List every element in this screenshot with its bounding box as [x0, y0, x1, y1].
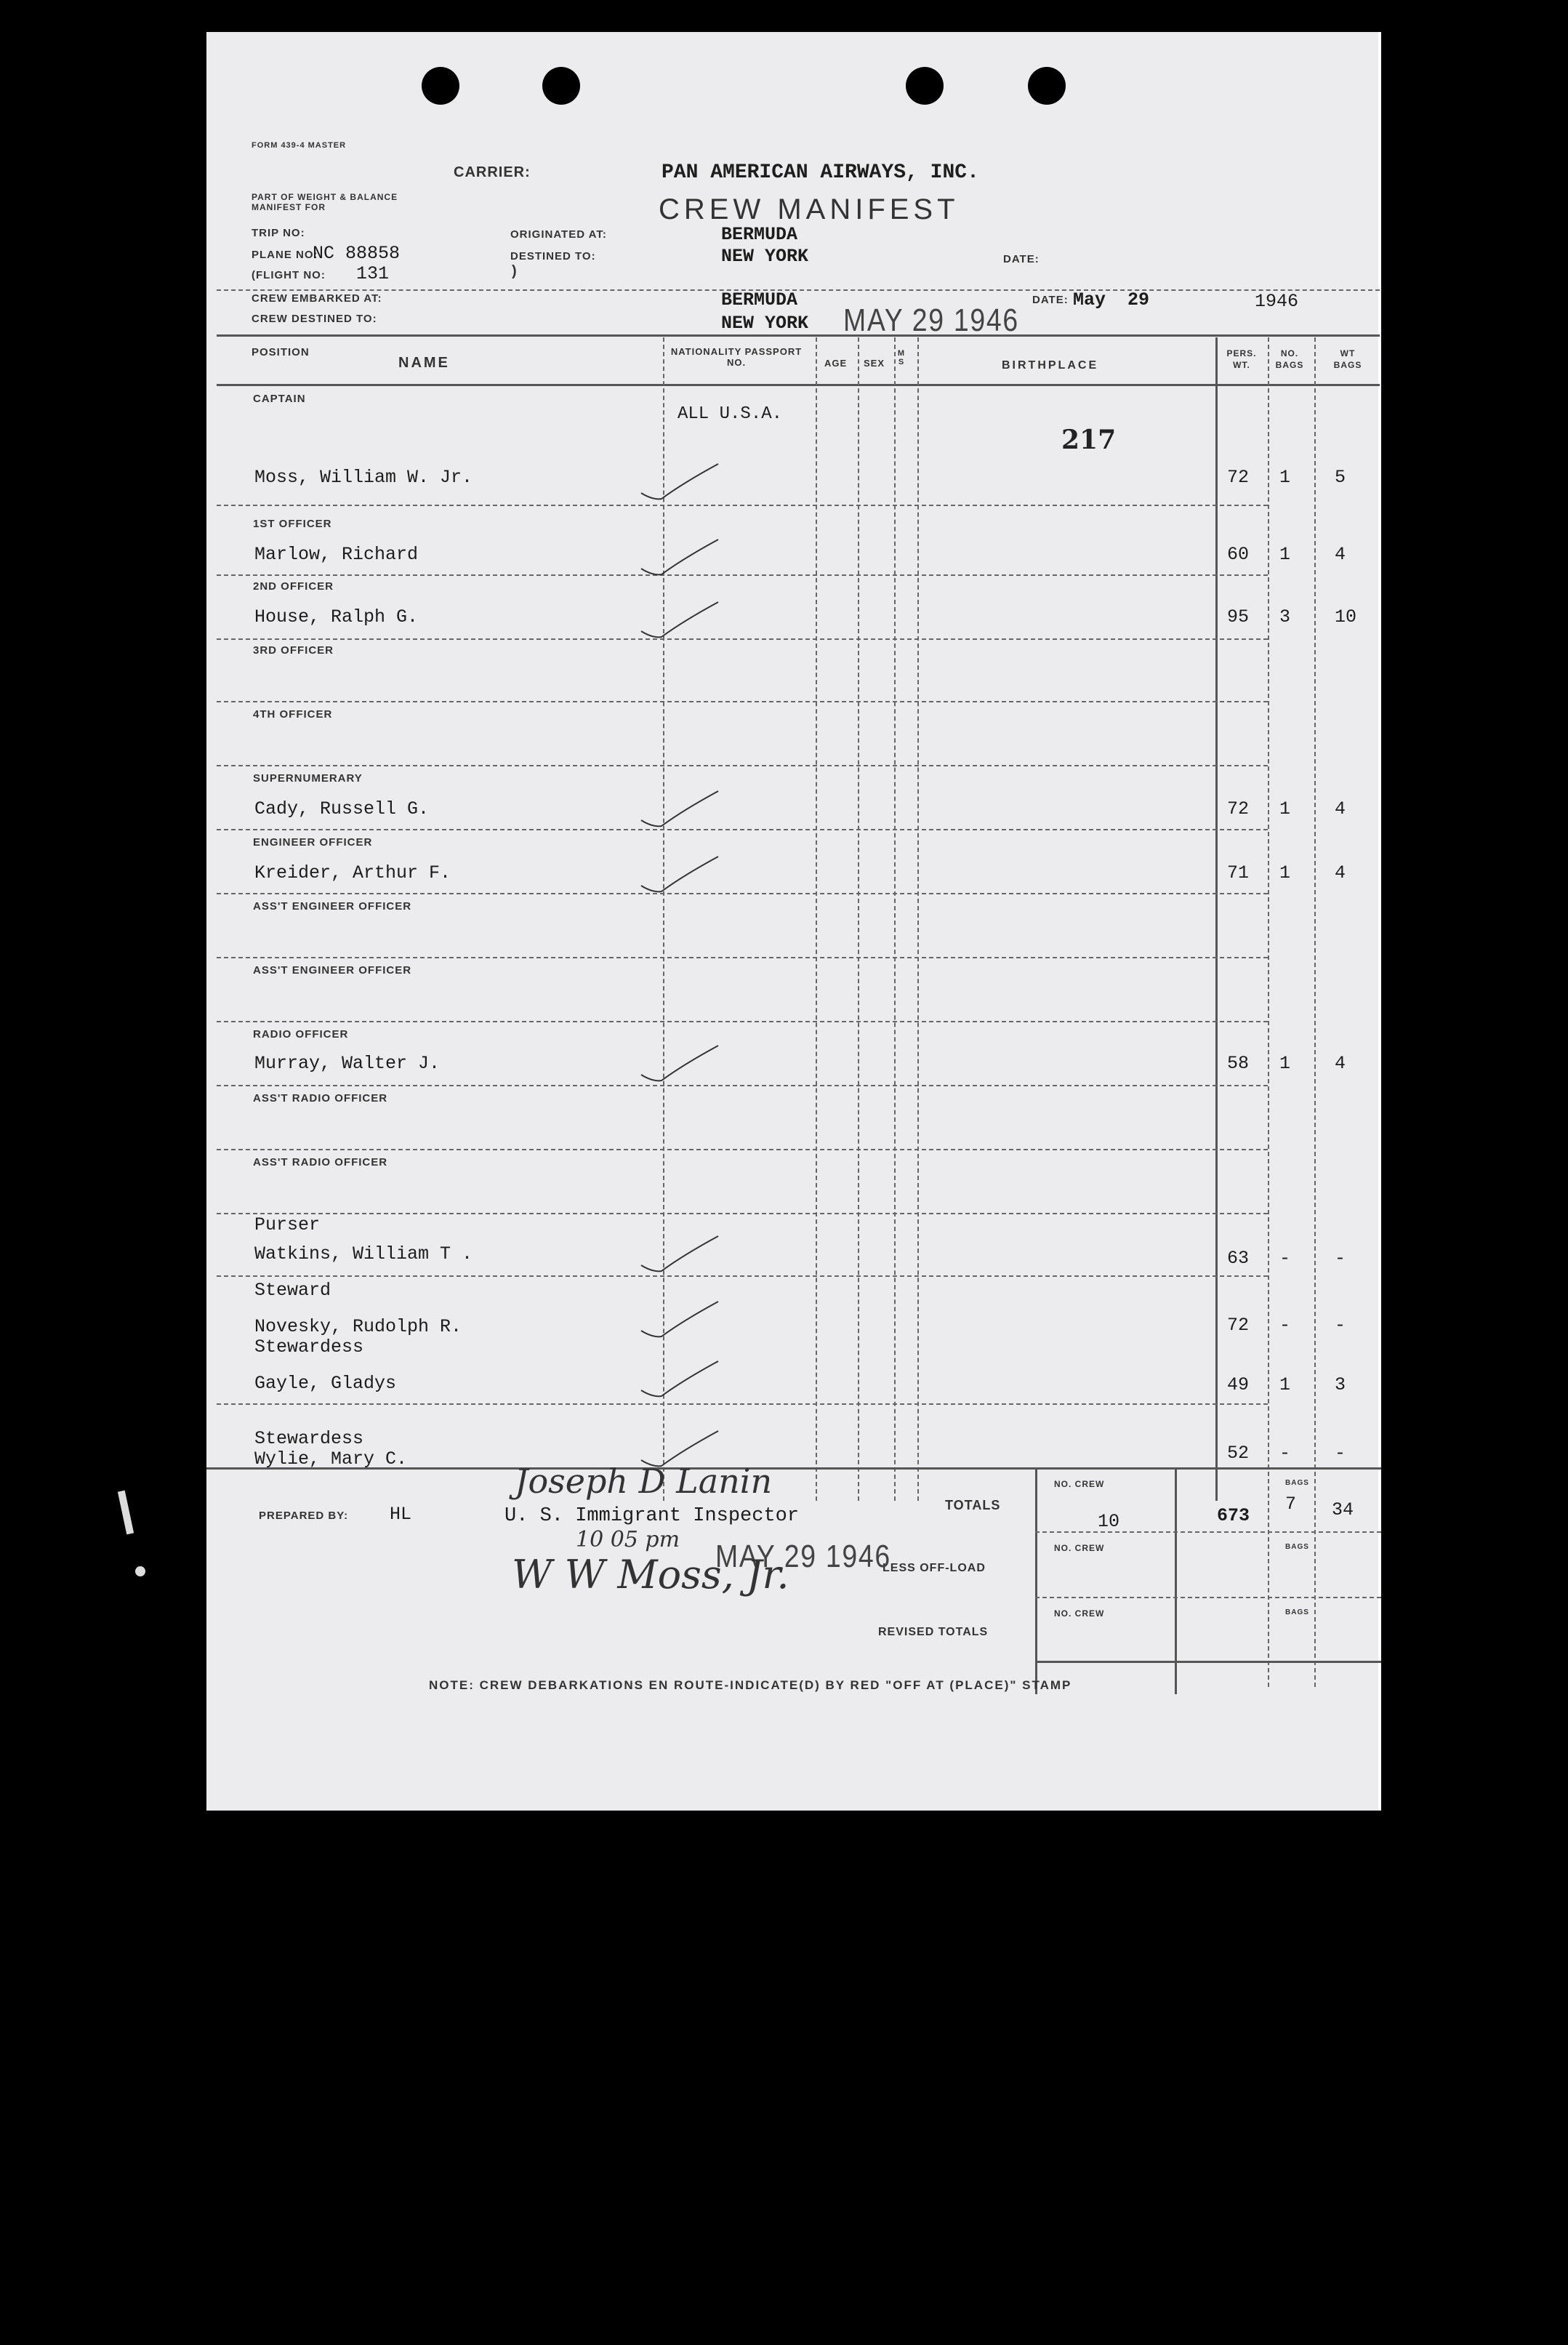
col-ms: M S — [897, 349, 906, 366]
date2-label: DATE: — [1032, 294, 1069, 306]
row-divider — [217, 1021, 1268, 1022]
row-name: Gayle, Gladys — [254, 1373, 397, 1394]
column-rule — [816, 337, 817, 1501]
row-position: ENGINEER OFFICER — [253, 836, 373, 849]
row-bags: - — [1279, 1443, 1291, 1464]
row-divider — [217, 1403, 1268, 1405]
captain-signature: W W Moss, Jr. — [512, 1552, 789, 1598]
page-number: 217 — [1061, 425, 1117, 455]
col-no-bags: NO. BAGS — [1275, 348, 1304, 370]
punch-hole — [906, 67, 944, 105]
column-rule — [1215, 337, 1218, 1501]
row-position: Purser — [254, 1214, 321, 1235]
row-position: ASS'T ENGINEER OFFICER — [253, 900, 412, 913]
punch-hole — [542, 67, 580, 105]
originated-label: ORIGINATED AT: — [510, 228, 607, 241]
row-position: ASS'T RADIO OFFICER — [253, 1156, 388, 1169]
row-bags: - — [1279, 1315, 1291, 1336]
row-bags: 1 — [1279, 798, 1291, 819]
plane-number: NC 88858 — [313, 243, 401, 264]
part-of-label: PART OF WEIGHT & BALANCE MANIFEST FOR — [252, 192, 398, 212]
originated-value: BERMUDA — [721, 224, 798, 245]
col-nationality: NATIONALITY PASSPORT NO. — [670, 346, 803, 368]
carrier-label: CARRIER: — [454, 164, 531, 180]
row-wt: 58 — [1227, 1053, 1250, 1074]
bags-label: BAGS — [1285, 1608, 1309, 1616]
column-rule — [1314, 337, 1316, 1687]
check-mark — [640, 461, 720, 505]
revised-totals-label: REVISED TOTALS — [878, 1626, 989, 1638]
row-name: Watkins, William T . — [254, 1243, 473, 1264]
row-position: ASS'T ENGINEER OFFICER — [253, 964, 412, 977]
prepared-by-label: PREPARED BY: — [259, 1510, 349, 1522]
row-name: Novesky, Rudolph R. — [254, 1316, 462, 1337]
date2-year: 1946 — [1255, 291, 1299, 312]
row-wt: 60 — [1227, 544, 1250, 565]
row-position: 4TH OFFICER — [253, 708, 333, 721]
crew-destined-value: NEW YORK — [721, 313, 809, 334]
row-name: Wylie, Mary C. — [254, 1448, 408, 1470]
row-wtbags: - — [1335, 1315, 1346, 1336]
divider — [217, 334, 1380, 337]
row-divider — [217, 765, 1268, 766]
row-divider — [217, 638, 1268, 640]
nationality-all: ALL U.S.A. — [678, 404, 783, 424]
trip-label: TRIP NO: — [252, 227, 305, 239]
row-wt: 52 — [1227, 1443, 1250, 1464]
date-stamp: MAY 29 1946 — [843, 302, 1019, 338]
row-divider — [217, 893, 1268, 894]
col-name: NAME — [398, 355, 450, 371]
check-mark — [640, 788, 720, 832]
total-wt-bags: 34 — [1332, 1499, 1354, 1520]
row-wtbags: - — [1335, 1248, 1346, 1269]
col-position: POSITION — [252, 346, 310, 358]
row-bags: 1 — [1279, 544, 1291, 565]
flight-number: 131 — [356, 263, 390, 284]
footer-note: NOTE: CREW DEBARKATIONS EN ROUTE-INDICATE(D) BY RED "OFF AT (PLACE)" STAMP — [429, 1678, 1072, 1692]
row-position: 1ST OFFICER — [253, 518, 332, 530]
divider — [1035, 1661, 1381, 1663]
row-position: Stewardess — [254, 1336, 364, 1358]
check-mark — [640, 854, 720, 897]
row-name: House, Ralph G. — [254, 606, 419, 628]
check-mark — [640, 1299, 720, 1342]
row-wt: 71 — [1227, 862, 1250, 883]
form-title: CREW MANIFEST — [659, 193, 960, 225]
divider — [206, 1467, 1381, 1470]
date2-month-day: May 29 — [1073, 289, 1150, 310]
row-wt: 72 — [1227, 798, 1250, 819]
row-name: Moss, William W. Jr. — [254, 467, 473, 488]
form-number: FORM 439-4 MASTER — [252, 141, 347, 150]
total-crew: 10 — [1098, 1511, 1120, 1532]
row-position: Steward — [254, 1280, 331, 1301]
row-divider — [217, 1275, 1268, 1277]
plane-label: PLANE NO: — [252, 249, 318, 261]
row-bags: 1 — [1279, 1053, 1291, 1074]
row-bags: 1 — [1279, 862, 1291, 883]
row-divider — [217, 574, 1268, 576]
row-divider — [217, 957, 1268, 958]
row-wt: 95 — [1227, 606, 1250, 628]
row-wtbags: 5 — [1335, 467, 1346, 488]
row-bags: 1 — [1279, 467, 1291, 488]
row-wt: 63 — [1227, 1248, 1250, 1269]
row-wtbags: 4 — [1335, 862, 1346, 883]
destined-value: NEW YORK — [721, 246, 809, 267]
row-position: RADIO OFFICER — [253, 1028, 349, 1041]
col-wt-bags: WT BAGS — [1333, 348, 1362, 370]
row-wtbags: - — [1335, 1443, 1346, 1464]
divider — [1035, 1531, 1381, 1533]
row-position: Stewardess — [254, 1428, 364, 1449]
check-mark — [640, 1043, 720, 1086]
row-bags: 3 — [1279, 606, 1291, 628]
row-wtbags: 10 — [1335, 606, 1357, 628]
time-note: 10 05 pm — [576, 1527, 680, 1552]
divider — [217, 289, 1380, 291]
col-birthplace: BIRTHPLACE — [1002, 359, 1099, 372]
crew-embarked-value: BERMUDA — [721, 289, 798, 310]
flight-close-paren: ) — [512, 263, 518, 279]
row-wtbags: 3 — [1335, 1374, 1346, 1395]
row-wt: 49 — [1227, 1374, 1250, 1395]
inspection-stamp: MAY 29 1946 — [715, 1539, 891, 1574]
check-mark — [640, 599, 720, 643]
row-name: Cady, Russell G. — [254, 798, 430, 819]
row-divider — [217, 1213, 1268, 1214]
row-wtbags: 4 — [1335, 544, 1346, 565]
row-wt: 72 — [1227, 467, 1250, 488]
crew-embarked-label: CREW EMBARKED AT: — [252, 292, 382, 305]
totals-label: TOTALS — [945, 1498, 1001, 1512]
row-name: Kreider, Arthur F. — [254, 862, 451, 883]
less-offload-label: LESS OFF-LOAD — [882, 1562, 986, 1574]
destined-label: DESTINED TO: — [510, 250, 596, 262]
row-position: 2ND OFFICER — [253, 580, 334, 593]
prepared-by: HL — [390, 1504, 412, 1525]
column-rule — [917, 337, 919, 1501]
bags-label: BAGS — [1285, 1479, 1309, 1487]
row-wtbags: 4 — [1335, 1053, 1346, 1074]
scan-edge-mark — [118, 1491, 134, 1535]
column-rule — [1268, 337, 1269, 1687]
row-position: CAPTAIN — [253, 393, 306, 405]
divider — [1035, 1597, 1381, 1598]
col-sex: SEX — [864, 358, 885, 369]
row-bags: 1 — [1279, 1374, 1291, 1395]
scan-edge-dot — [135, 1566, 145, 1576]
no-crew-label: NO. CREW — [1054, 1608, 1105, 1619]
divider — [217, 384, 1380, 386]
check-mark — [640, 537, 720, 580]
manifest-sheet — [206, 32, 1381, 1811]
check-mark — [640, 1358, 720, 1402]
row-position: SUPERNUMERARY — [253, 772, 363, 785]
check-mark — [640, 1233, 720, 1277]
row-wtbags: 4 — [1335, 798, 1346, 819]
column-rule — [894, 337, 896, 1501]
row-bags: - — [1279, 1248, 1291, 1269]
row-divider — [217, 1085, 1268, 1086]
crew-destined-label: CREW DESTINED TO: — [252, 313, 377, 325]
row-position: 3RD OFFICER — [253, 644, 334, 657]
no-crew-label: NO. CREW — [1054, 1479, 1105, 1489]
punch-hole — [422, 67, 459, 105]
flight-label: (FLIGHT NO: — [252, 269, 326, 281]
row-divider — [217, 701, 1268, 702]
bags-label: BAGS — [1285, 1543, 1309, 1551]
no-crew-label: NO. CREW — [1054, 1543, 1105, 1553]
row-divider — [217, 505, 1268, 506]
punch-hole — [1028, 67, 1066, 105]
date-label: DATE: — [1003, 253, 1040, 265]
col-age: AGE — [824, 358, 848, 369]
col-pers-wt: PERS. WT. — [1226, 348, 1257, 370]
row-wt: 72 — [1227, 1315, 1250, 1336]
row-name: Marlow, Richard — [254, 544, 419, 565]
carrier-name: PAN AMERICAN AIRWAYS, INC. — [662, 161, 979, 184]
total-bags: 7 — [1285, 1494, 1297, 1515]
row-position: ASS'T RADIO OFFICER — [253, 1092, 388, 1105]
inspector-signature: Joseph D Lanin — [515, 1462, 773, 1501]
column-rule — [858, 337, 859, 1501]
total-weight: 673 — [1217, 1505, 1250, 1526]
row-divider — [217, 1149, 1268, 1150]
row-divider — [217, 829, 1268, 830]
inspector-title: U. S. Immigrant Inspector — [504, 1505, 800, 1527]
row-name: Murray, Walter J. — [254, 1053, 441, 1074]
